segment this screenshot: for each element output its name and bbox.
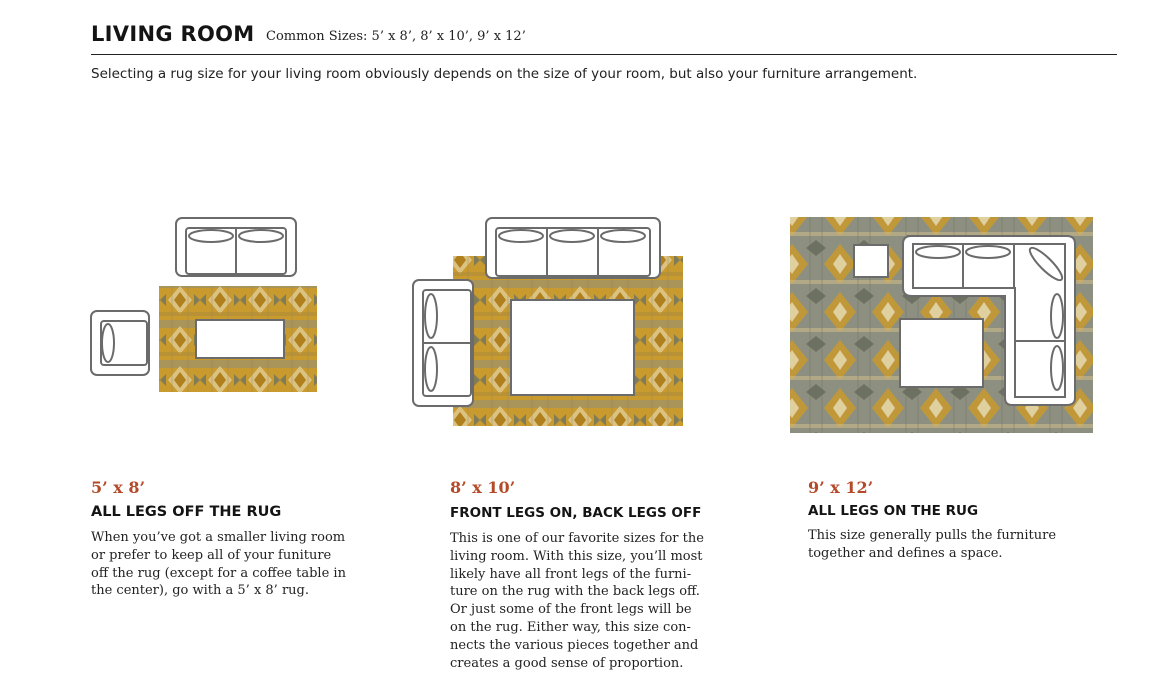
diagram-5x8 (91, 218, 317, 392)
diagram-8x10 (413, 218, 683, 426)
size-label: 9’ x 12’ (808, 478, 874, 497)
size-label: 5’ x 8’ (91, 478, 146, 497)
page-title: LIVING ROOM (91, 22, 255, 46)
loveseat-icon (413, 280, 473, 406)
sofa-icon (486, 218, 660, 278)
option-description: When you’ve got a smaller living room or prefer to keep all of your funiture off the rug (except for a coffee table in the center), go with a 5’ x 8’ rug. (91, 530, 346, 599)
coffee-table-icon (196, 320, 284, 358)
option-description: This is one of our favorite sizes for the living room. With this size, you’ll most likely have all front legs of the furni- ture on the rug with the back legs off. Or just some of the front legs will be on the rug. Either way, this size con- nects the various pieces together and creates a good sense of proportion. (450, 531, 704, 671)
coffee-table-icon (511, 300, 634, 395)
side-table-icon (854, 245, 888, 277)
coffee-table-icon (900, 319, 983, 387)
common-sizes: Common Sizes: 5’ x 8’, 8’ x 10’, 9’ x 12’ (266, 29, 526, 44)
option-heading: ALL LEGS ON THE RUG (808, 503, 979, 519)
option-9x12 (808, 478, 1128, 563)
diagram-9x12 (790, 217, 1093, 433)
intro-text: Selecting a rug size for your living room obviously depends on the size of your room, but also your furniture arrangement. (91, 66, 918, 82)
size-label: 8’ x 10’ (450, 478, 516, 497)
option-heading: ALL LEGS OFF THE RUG (91, 504, 282, 520)
option-description: This size generally pulls the furniture together and defines a space. (808, 528, 1057, 561)
option-8x10 (450, 478, 770, 672)
armchair-icon (91, 311, 149, 375)
sofa-icon (176, 218, 296, 276)
option-heading: FRONT LEGS ON, BACK LEGS OFF (450, 505, 702, 521)
option-5x8 (91, 478, 411, 600)
